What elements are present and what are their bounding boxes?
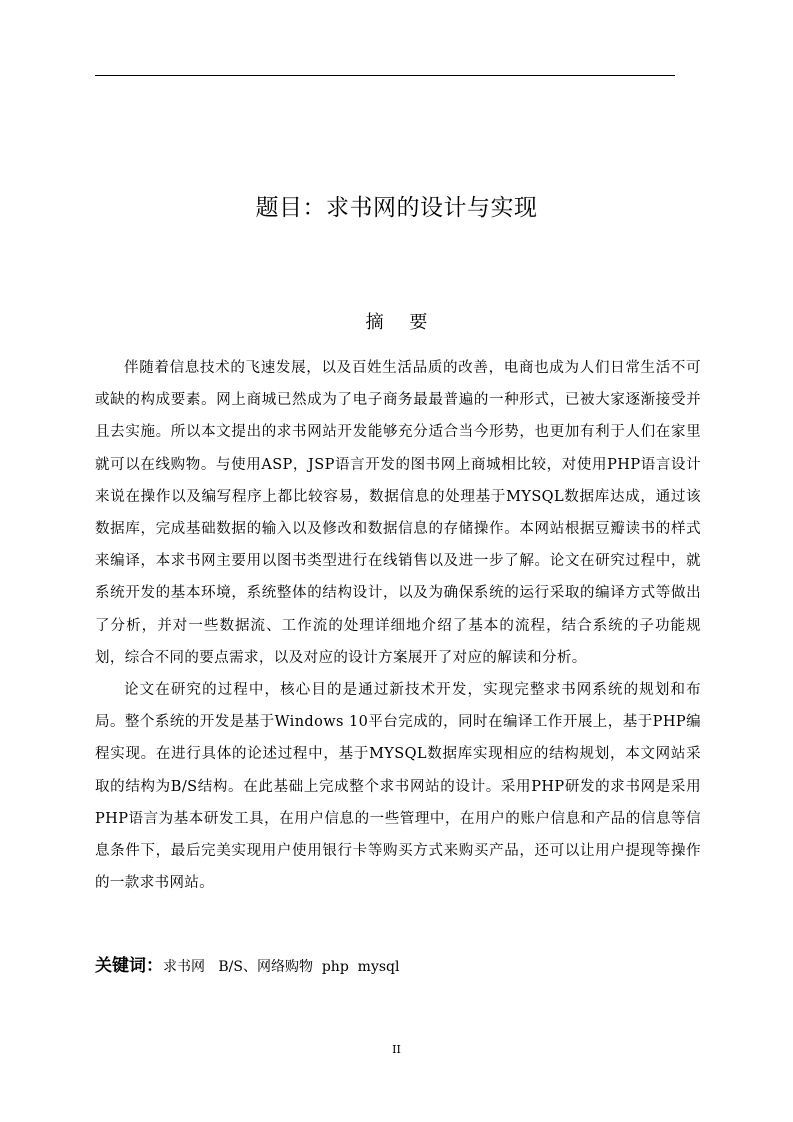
page-title: 题目：求书网的设计与实现 [255, 195, 538, 221]
abstract-paragraph-2: 论文在研究的过程中，核心目的是通过新技术开发，实现完整求书网系统的规划和布局。整个系统的开发是基于Windows 10平台完成的，同时在编译工作开展上，基于PHP编程实现。在进行具体的论述过程中，基于MYSQL数据库实现相应的结构规划，本文网站采取的结构为B/S结构。在此基础上完成整个求书网站的设计。采用PHP研发的求书网是采用PHP语言为基本研发工具，在用户信息的一些管理中，在用户的账户信息和产品的信息等信息条件下，最后完美实现用户使用银行卡等购买方式来购买产品，还可以让用户提现等操作的一款求书网站。 [95, 682, 701, 892]
abstract-body [95, 352, 701, 899]
abstract-heading: 摘 要 [365, 312, 438, 333]
abstract-paragraph-1: 伴随着信息技术的飞速发展，以及百姓生活品质的改善，电商也成为人们日常生活不可或缺的构成要素。网上商城已然成为了电子商务最最普遍的一种形式，已被大家逐渐接受并且去实施。所以本文提出的求书网站开发能够充分适合当今形势，也更加有利于人们在家里就可以在线购物。与使用ASP，JSP语言开发的图书网上商城相比较，对使用PHP语言设计来说在操作以及编写程序上都比较容易，数据信息的处理基于MYSQL数据库达成，通过该数据库，完成基础数据的输入以及修改和数据信息的存储操作。本网站根据豆瓣读书的样式来编译，本求书网主要用以图书类型进行在线销售以及进一步了解。论文在研究过程中，就系统开发的基本环境，系统整体的结构设计，以及为确保系统的运行采取的编译方式等做出了分析，并对一些数据流、工作流的处理详细地介绍了基本的流程，结合系统的子功能规划，综合不同的要点需求，以及对应的设计方案展开了对应的解读和分析。 [95, 360, 701, 666]
keywords-label: 关键词： [95, 956, 163, 976]
keywords-line [95, 950, 701, 983]
page-number: II [392, 1043, 401, 1056]
keywords-text: 求书网 B/S、网络购物 php mysql [163, 959, 400, 975]
header-rule [95, 75, 675, 76]
